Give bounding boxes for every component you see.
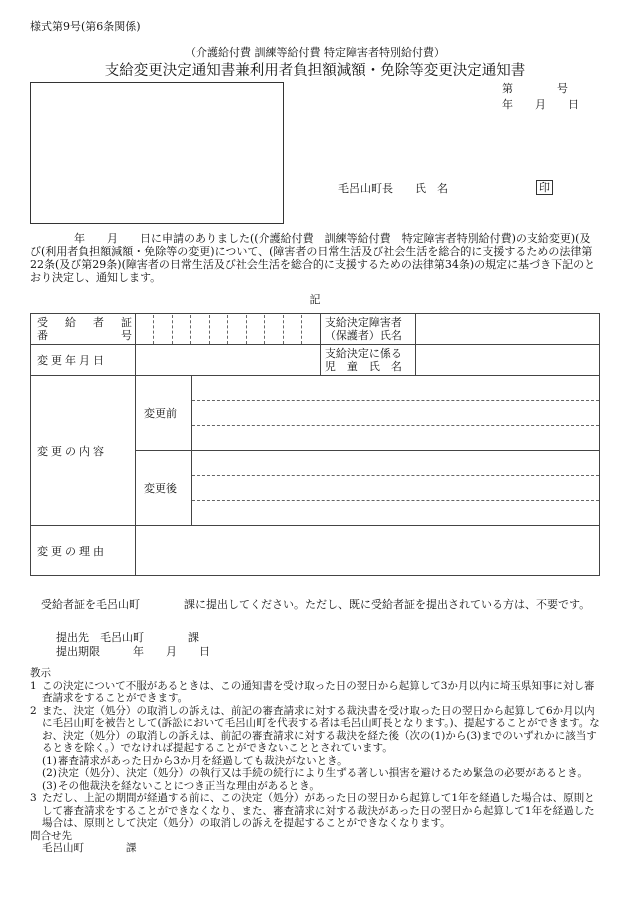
- sub-text-2: 決定（処分）、決定（処分）の執行又は手続の続行により生ずる著しい損害を避けるため緊急の必要があるとき。: [58, 767, 588, 779]
- change-reason-label: 変更の理由: [31, 526, 136, 576]
- intro-paragraph: 年 月 日に申請のありました((介護給付費 訓練等給付費 特定障害者特別給付費)の支給変更)(及び(利用者負担額減額・免除等の変更)について、(障害者の日常生活及び社会生活を総合的に支援するための法律第22条(及び第29条)(障害者の日常生活及び社会生活を総合的に支援するための法律第34条)の規定に基づき下記のとおり決定し、通知します。: [30, 232, 596, 284]
- notice-sub-3: [30, 780, 600, 793]
- sub-text-3: その他裁決を経ないことにつき正当な理由があるとき。: [58, 779, 320, 792]
- before-label: 変更前: [136, 376, 192, 451]
- contact-office: 毛呂山町 課: [42, 842, 137, 854]
- change-date-cell[interactable]: [136, 345, 321, 376]
- address-box: [30, 82, 284, 224]
- notice-sub-1: [30, 755, 600, 768]
- sub-text-1: 審査請求があった日から3か月を経過しても裁決がないとき。: [58, 754, 348, 767]
- change-date-label: 変更年月日: [31, 345, 136, 376]
- form-title: 支給変更決定通知書兼利用者負担額減額・免除等変更決定通知書: [104, 63, 526, 79]
- notice-text-1: この決定について不服があるときは、この通知書を受け取った日の翌日から起算して3か月以内に埼玉県知事に対し審査請求をすることができます。: [42, 679, 595, 704]
- ki-heading: 記: [309, 293, 321, 306]
- notice-item-2: [30, 705, 600, 755]
- change-content-label: 変更の内容: [31, 376, 136, 526]
- form-code: 様式第9号(第6条関係): [30, 20, 141, 33]
- after-label: 変更後: [136, 451, 192, 526]
- submit-deadline: 提出期限 年 月 日: [56, 645, 210, 658]
- notice-item-3: [30, 792, 600, 830]
- before-cell[interactable]: [192, 376, 600, 451]
- notice-text-2: また、決定（処分）の取消しの訴えは、前記の審査請求に対する裁決書を受け取った日の翌日から起算して6か月以内に毛呂山町を被告として(訴訟において毛呂山町を代表する者は毛呂山町長となります。)、提起することができます。なお、決定（処分）の取消しの訴えは、前記の審査請求に対する裁決を経た後（次の(1)から(3)までのいずれかに該当するときを除く。）でなければ提起することができないこととされています。: [42, 704, 600, 754]
- after-cell[interactable]: [192, 451, 600, 526]
- seal-mark: [536, 181, 553, 194]
- sub-num-1: (1): [42, 754, 57, 767]
- notice-num-2: 2: [30, 704, 37, 717]
- issue-date: 年 月 日: [502, 98, 579, 111]
- child-name-label: 支給決定に係る 児 童 氏 名: [320, 345, 415, 376]
- form-subtitle: （介護給付費 訓練等給付費 特定障害者特別給付費）: [185, 46, 445, 59]
- child-name-cell[interactable]: [415, 345, 599, 376]
- document-number: 第 号: [502, 82, 568, 95]
- notice-text-3: ただし、上記の期間が経過する前に、この決定（処分）があった日の翌日から起算して1年を経過した場合は、原則として審査請求をすることができなくなり、また、審査請求に対する裁決があった日の翌日から起算して1年を経過した場合は、原則として決定（処分）の取消しの訴えを提起することができなくなります。: [42, 792, 595, 829]
- submit-destination: 提出先 毛呂山町 課: [56, 631, 199, 644]
- recipient-no-cells[interactable]: [136, 314, 321, 345]
- seal-char: 印: [536, 180, 553, 195]
- contact-label: 問合せ先: [30, 829, 72, 842]
- notice-sub-2: [30, 767, 600, 780]
- notice-num-3: 3: [30, 792, 37, 804]
- recipient-no-label: 受 給 者 証 番 号: [31, 314, 136, 345]
- notice-heading: 教示: [30, 667, 51, 679]
- notice-section: [30, 667, 600, 855]
- submit-instruction: 受給者証を毛呂山町 課に提出してください。ただし、既に受給者証を提出されている方は、不要です。: [30, 598, 591, 611]
- change-reason-cell[interactable]: [136, 526, 600, 576]
- decision-table: [30, 313, 600, 576]
- applicant-name-cell[interactable]: [415, 314, 599, 345]
- notice-item-1: [30, 680, 600, 705]
- sub-num-3: (3): [42, 779, 57, 792]
- notice-num-1: 1: [30, 679, 37, 692]
- sub-num-2: (2): [42, 767, 57, 779]
- applicant-label: 支給決定障害者 （保護者）氏名: [320, 314, 415, 345]
- issuer-name: 毛呂山町長 氏 名: [338, 182, 448, 195]
